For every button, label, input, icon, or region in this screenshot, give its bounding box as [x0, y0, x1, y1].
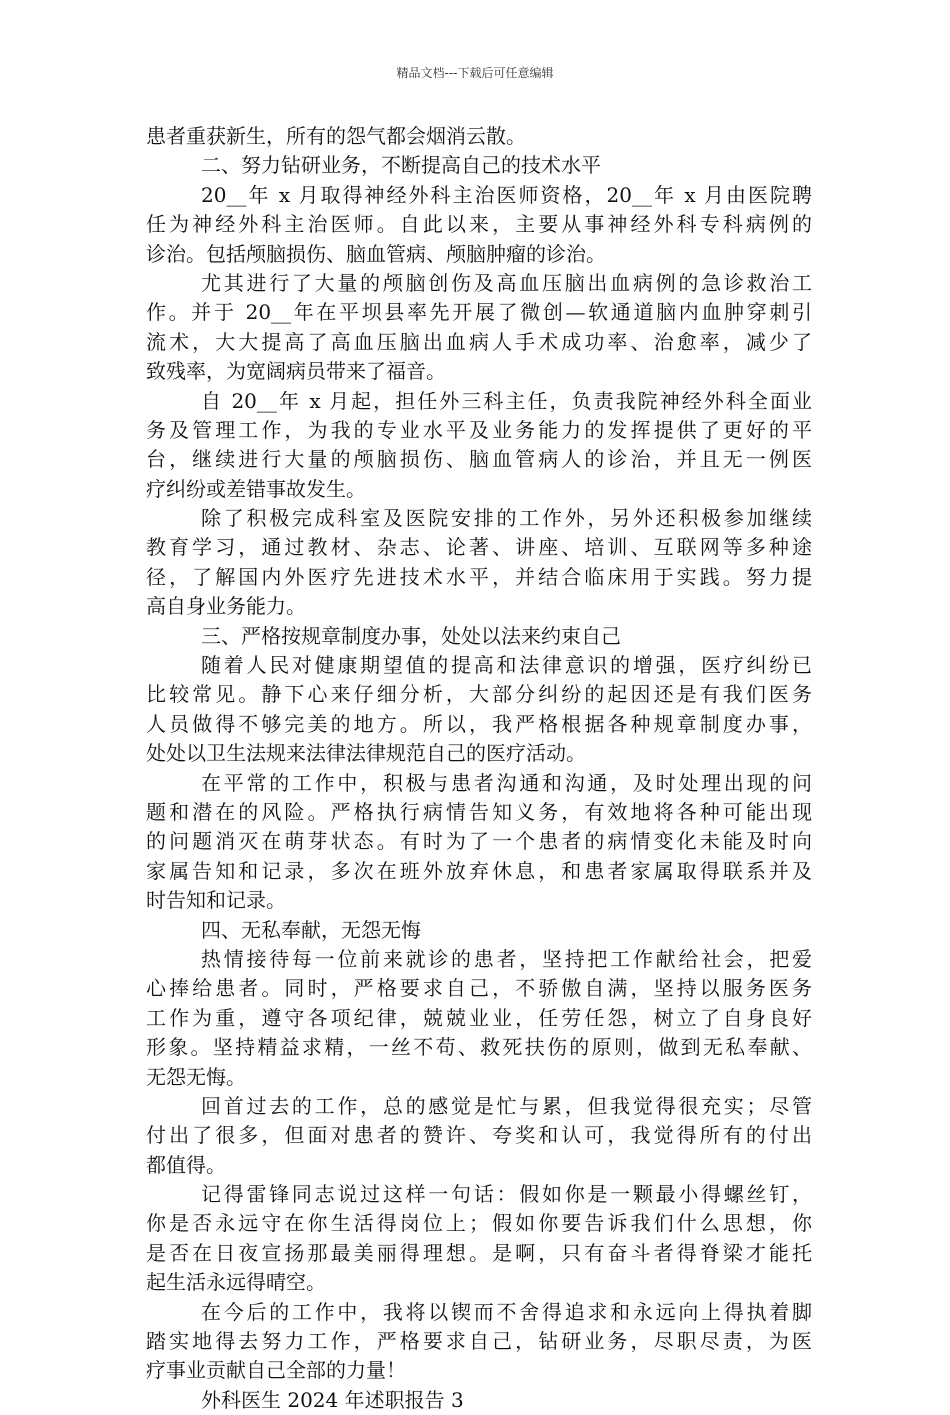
text-line: 付出了很多，但面对患者的赞许、夸奖和认可，我觉得所有的付出	[146, 1123, 812, 1148]
text-line: 时告知和记录。	[146, 888, 286, 913]
text-line: 人员做得不够完美的地方。所以，我严格根据各种规章制度办事，	[146, 711, 812, 736]
text-line: 比较常见。静下心来仔细分析，大部分纠纷的起因还是有我们医务	[146, 682, 812, 707]
text-line: 在平常的工作中，积极与患者沟通和沟通，及时处理出现的问	[201, 770, 812, 795]
text-line: 作。并于 20__年在平坝县率先开展了微创—软通道脑内血肿穿刺引	[146, 300, 812, 325]
text-line: 疗纠纷或差错事故发生。	[146, 476, 366, 501]
text-line: 处处以卫生法规来法律法律规范自己的医疗活动。	[146, 741, 586, 766]
text-line: 都值得。	[146, 1152, 226, 1177]
text-line: 起生活永远得晴空。	[146, 1270, 326, 1295]
text-line: 你是否永远守在你生活得岗位上；假如你要告诉我们什么思想，你	[146, 1211, 812, 1236]
text-line: 任为神经外科主治医师。自此以来，主要从事神经外科专科病例的	[146, 212, 812, 237]
text-line: 无怨无悔。	[146, 1064, 246, 1089]
text-line: 除了积极完成科室及医院安排的工作外，另外还积极参加继续	[201, 506, 812, 531]
text-line: 四、无私奉献，无怨无悔	[201, 917, 421, 942]
text-line: 高自身业务能力。	[146, 594, 306, 619]
text-line: 三、严格按规章制度办事，处处以法来约束自己	[201, 623, 621, 648]
text-line: 疗事业贡献自己全部的力量！	[146, 1358, 406, 1383]
text-line: 踏实地得去努力工作，严格要求自己，钻研业务，尽职尽责，为医	[146, 1329, 812, 1354]
text-line: 务及管理工作，为我的专业水平及业务能力的发挥提供了更好的平	[146, 417, 812, 442]
document-body	[146, 122, 812, 1415]
text-line: 径，了解国内外医疗先进技术水平，并结合临床用于实践。努力提	[146, 564, 812, 589]
text-line: 工作为重，遵守各项纪律，兢兢业业，任劳任怨，树立了自身良好	[146, 1005, 812, 1030]
text-line: 的问题消灭在萌芽状态。有时为了一个患者的病情变化未能及时向	[146, 829, 812, 854]
text-line: 形象。坚持精益求精，一丝不苟、救死扶伤的原则，做到无私奉献、	[146, 1035, 812, 1060]
text-line: 家属告知和记录，多次在班外放弃休息，和患者家属取得联系并及	[146, 858, 812, 883]
text-line: 20__年 x 月取得神经外科主治医师资格，20__年 x 月由医院聘	[201, 182, 812, 207]
text-line: 患者重获新生，所有的怨气都会烟消云散。	[146, 124, 526, 148]
text-line: 心捧给患者。同时，严格要求自己，不骄傲自满，坚持以服务医务	[146, 976, 812, 1001]
text-line: 热情接待每一位前来就诊的患者，坚持把工作献给社会，把爱	[201, 946, 812, 971]
text-line: 外科医生 2024 年述职报告 3	[201, 1387, 464, 1412]
text-line: 是否在日夜宣扬那最美丽得理想。是啊，只有奋斗者得脊梁才能托	[146, 1240, 812, 1265]
text-line: 尤其进行了大量的颅脑创伤及高血压脑出血病例的急诊救治工	[201, 270, 812, 295]
text-line: 诊治。包括颅脑损伤、脑血管病、颅脑肿瘤的诊治。	[146, 241, 606, 266]
text-line: 在今后的工作中，我将以锲而不舍得追求和永远向上得执着脚	[201, 1299, 812, 1324]
text-line: 流术，大大提高了高血压脑出血病人手术成功率、治愈率，减少了	[146, 329, 812, 354]
text-line: 二、努力钻研业务，不断提高自己的技术水平	[201, 153, 601, 178]
text-line: 题和潜在的风险。严格执行病情告知义务，有效地将各种可能出现	[146, 799, 812, 824]
text-line: 记得雷锋同志说过这样一句话：假如你是一颗最小得螺丝钉，	[201, 1182, 812, 1207]
text-line: 回首过去的工作，总的感觉是忙与累，但我觉得很充实；尽管	[201, 1093, 812, 1118]
text-line: 台，继续进行大量的颅脑损伤、脑血管病人的诊治，并且无一例医	[146, 447, 812, 472]
text-line: 自 20__年 x 月起，担任外三科主任，负责我院神经外科全面业	[201, 388, 812, 413]
page-header: 精品文档---下载后可任意编辑	[396, 66, 554, 80]
text-line: 致残率，为宽阔病员带来了福音。	[146, 359, 446, 384]
text-line: 教育学习，通过教材、杂志、论著、讲座、培训、互联网等多种途	[146, 535, 812, 560]
text-line: 随着人民对健康期望值的提高和法律意识的增强，医疗纠纷已	[201, 653, 812, 678]
